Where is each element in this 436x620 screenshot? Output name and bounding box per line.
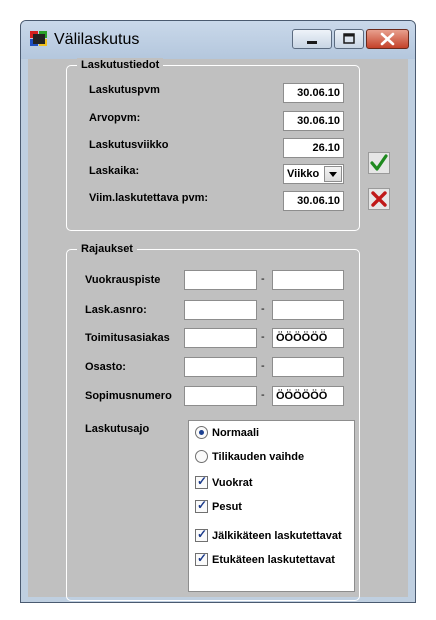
laskutusajo-label: Laskutusajo bbox=[85, 423, 150, 435]
filter-label: Toimitusasiakas bbox=[85, 332, 170, 344]
checkbox-pesut[interactable] bbox=[195, 499, 345, 515]
checkbox-vuokrat[interactable] bbox=[195, 475, 345, 491]
filter-label: Vuokrauspiste bbox=[85, 274, 161, 286]
laskutusviikko-field[interactable]: 26.10 bbox=[283, 138, 344, 158]
checkbox[interactable] bbox=[195, 476, 208, 489]
group-laskutustiedot bbox=[66, 59, 360, 231]
radio-button[interactable] bbox=[195, 450, 208, 463]
filter-label: Osasto: bbox=[85, 361, 126, 373]
close-icon bbox=[367, 30, 408, 48]
radio-button[interactable] bbox=[195, 426, 208, 439]
lask-asnro-from-field[interactable] bbox=[184, 300, 257, 320]
laskaika-select[interactable] bbox=[283, 164, 344, 184]
minimize-button[interactable] bbox=[292, 29, 332, 49]
vuokrauspiste-to-field[interactable] bbox=[272, 270, 344, 290]
app-icon bbox=[30, 31, 48, 47]
checkbox[interactable] bbox=[195, 529, 208, 542]
cross-icon bbox=[368, 188, 390, 210]
option-label: Tilikauden vaihde bbox=[212, 451, 305, 463]
checkbox[interactable] bbox=[195, 553, 208, 566]
field-label: Arvopvm: bbox=[89, 112, 141, 124]
radio-tilikauden-vaihde[interactable] bbox=[195, 449, 345, 465]
app-window bbox=[20, 20, 416, 603]
dialog-client bbox=[28, 59, 408, 597]
field-label: Laskaika: bbox=[89, 165, 140, 177]
checkbox-etukateen[interactable] bbox=[195, 552, 353, 568]
checkbox[interactable] bbox=[195, 500, 208, 513]
title-bar[interactable] bbox=[21, 21, 415, 59]
maximize-button[interactable] bbox=[334, 29, 364, 49]
chevron-down-icon[interactable] bbox=[324, 166, 342, 182]
option-label: Etukäteen laskutettavat bbox=[212, 554, 335, 566]
range-dash: - bbox=[261, 331, 265, 343]
lask-asnro-to-field[interactable] bbox=[272, 300, 344, 320]
laskutuspvm-field[interactable]: 30.06.10 bbox=[283, 83, 344, 103]
checkbox-jalkikateen[interactable] bbox=[195, 528, 353, 544]
group-title: Laskutustiedot bbox=[77, 58, 163, 72]
osasto-to-field[interactable] bbox=[272, 357, 344, 377]
maximize-icon bbox=[335, 30, 363, 48]
filter-label: Lask.asnro: bbox=[85, 304, 147, 316]
arvopvm-field[interactable]: 30.06.10 bbox=[283, 111, 344, 131]
group-rajaukset bbox=[66, 243, 360, 601]
window-title: Välilaskutus bbox=[54, 31, 140, 48]
laskutusajo-panel bbox=[188, 420, 355, 592]
laskaika-value: Viikko bbox=[287, 168, 319, 180]
field-label: Laskutusviikko bbox=[89, 139, 169, 151]
checkmark-icon bbox=[368, 152, 390, 174]
option-label: Pesut bbox=[212, 501, 242, 513]
range-dash: - bbox=[261, 360, 265, 372]
vuokrauspiste-from-field[interactable] bbox=[184, 270, 257, 290]
sopimusnumero-to-field[interactable]: ÖÖÖÖÖÖ bbox=[272, 386, 344, 406]
range-dash: - bbox=[261, 273, 265, 285]
group-title: Rajaukset bbox=[77, 242, 137, 256]
radio-normaali[interactable] bbox=[195, 425, 345, 441]
ok-button[interactable] bbox=[368, 152, 390, 174]
close-button[interactable] bbox=[366, 29, 409, 49]
range-dash: - bbox=[261, 303, 265, 315]
toimitusasiakas-to-field[interactable]: ÖÖÖÖÖÖ bbox=[272, 328, 344, 348]
option-label: Vuokrat bbox=[212, 477, 253, 489]
toimitusasiakas-from-field[interactable] bbox=[184, 328, 257, 348]
range-dash: - bbox=[261, 389, 265, 401]
cancel-button[interactable] bbox=[368, 188, 390, 210]
filter-label: Sopimusnumero bbox=[85, 390, 172, 402]
field-label: Viim.laskutettava pvm: bbox=[89, 192, 209, 204]
option-label: Normaali bbox=[212, 427, 260, 439]
option-label: Jälkikäteen laskutettavat bbox=[212, 530, 342, 542]
osasto-from-field[interactable] bbox=[184, 357, 257, 377]
viim-laskutettava-pvm-field[interactable]: 30.06.10 bbox=[283, 191, 344, 211]
field-label: Laskutuspvm bbox=[89, 84, 160, 96]
sopimusnumero-from-field[interactable] bbox=[184, 386, 257, 406]
minimize-icon bbox=[293, 30, 331, 48]
